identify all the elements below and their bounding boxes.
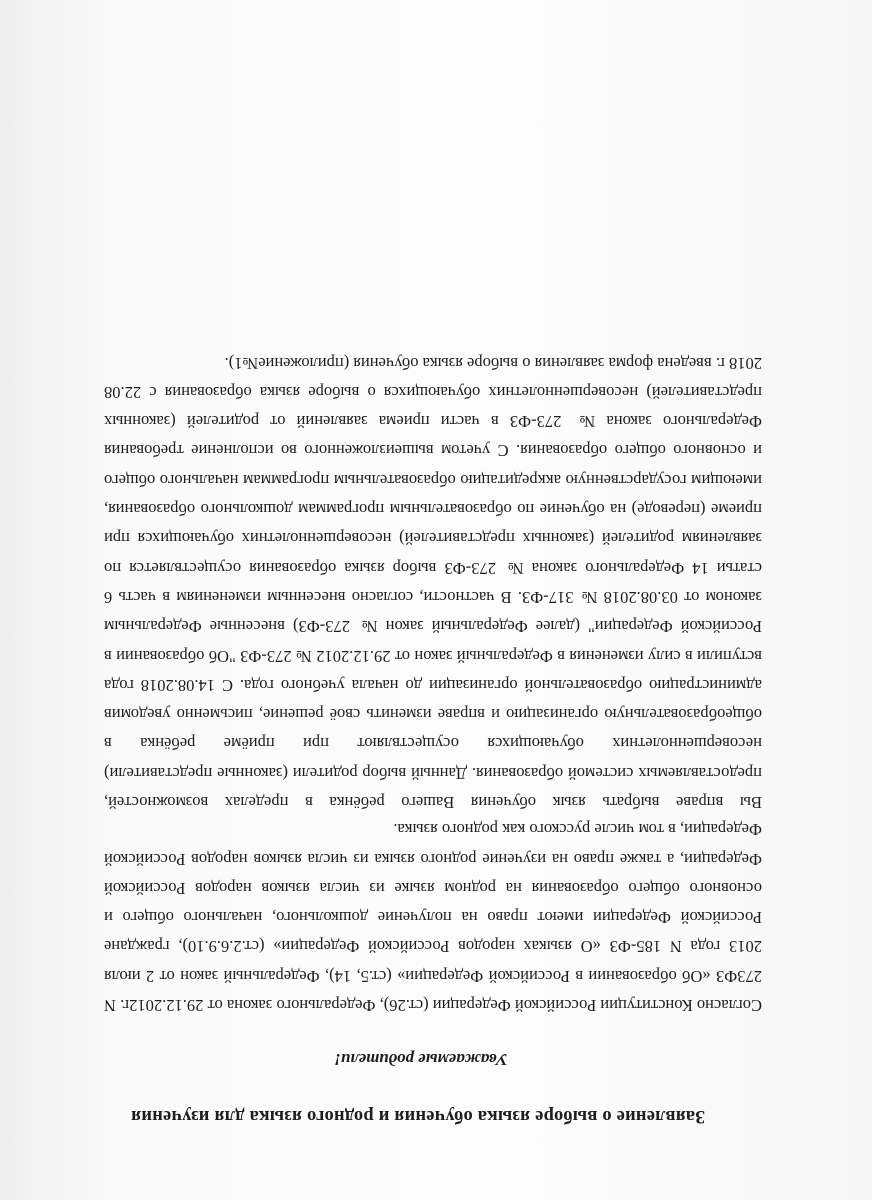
greeting: Уважаемые родители!	[334, 1050, 508, 1069]
document-title: Заявление о выборе языка обучения и родного языка для изучения	[130, 1106, 706, 1126]
paragraph-language-choice: Вы вправе выбрать язык обучения Вашего ребёнка в пределах возможностей, предоставляемых системой образования. Данный выбор родители (законные представители) несовершеннолетних обучающихся осуществляют при приёме ребёнка в общеобразовательную организацию и вправе изменить своё решение, письменно уведомив администрацию образовательной организации до начала учебного года. С 14.08.2018 года вступили в силу изменения в Федеральный закон от 29.12.2012 № 273-ФЗ "Об образовании в Российской Федерации" (далее Федеральный закон № 273-ФЗ) внесенные Федеральным законом от 03.08.2018 № 317-ФЗ. В частности, согласно внесенным изменениям в часть 6 статьи 14 Федерального закона № 273-ФЗ выбор языка образования осуществляется по заявлениям родителей (законных представителей) несовершеннолетних обучающихся при приеме (переводе) на обучение по образовательным программам дошкольного образования, имеющим государственную аккредитацию образовательным программам начального общего и основного общего образования. С учетом вышеизложенного во исполнение требования Федерального закона № 273-ФЗ в части приема заявлений от родителей (законных представителей) несовершеннолетних обучающихся о выборе языка образования с 22.08 2018 г. введена форма заявления о выборе языка обучения (приложение№1).	[104, 353, 762, 812]
paragraph-legal-basis: Согласно Конституции Российской Федерации (ст.26), Федерального закона от 29.12.2012г. N 273ФЗ «Об образовании в Российской Федерации» (ст.5, 14), Федеральный закон от 2 июля 2013 года N 185-ФЗ «О языках народов Российской Федерации» (ст.2.6.9.10), граждане Российской Федерации имеют право на получение дошкольного, начального общего и основного общего образования на родном языке из числа языков народов Российской Федерации, а также право на изучение родного языка из числа языков народов Российской Федерации, в том числе русского как родного языка.	[104, 820, 762, 1015]
